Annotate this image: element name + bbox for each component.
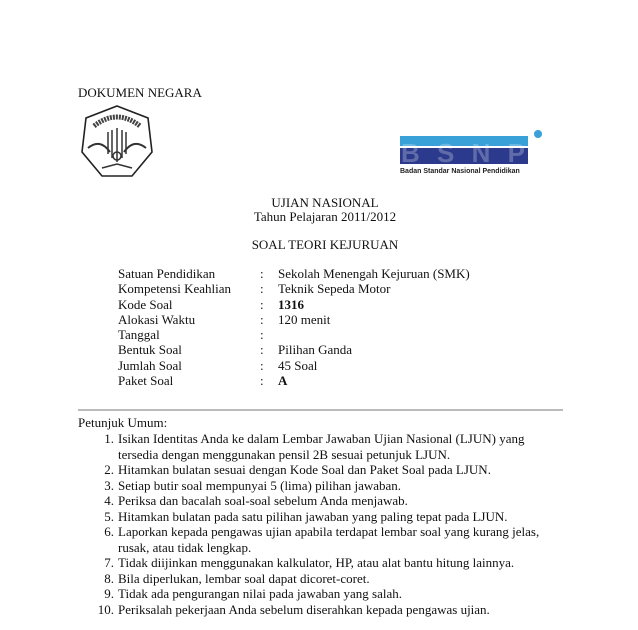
- info-value: 45 Soal: [278, 357, 318, 373]
- info-row: [118, 342, 470, 357]
- instruction-number: 8.: [104, 570, 114, 586]
- info-value: Teknik Sepeda Motor: [278, 281, 391, 297]
- document-header: DOKUMEN NEGARA: [78, 85, 202, 100]
- info-label: Jumlah Soal: [118, 357, 182, 373]
- info-label: Bentuk Soal: [118, 342, 182, 358]
- instruction-text: Laporkan kepada pengawas ujian apabila terdapat lembar soal yang kurang jelas, rusak, atau tidak lengkap.: [118, 524, 540, 555]
- info-row: [118, 327, 470, 342]
- info-value: Pilihan Ganda: [278, 342, 353, 358]
- info-row: [118, 373, 470, 388]
- exam-title: UJIAN NASIONAL: [271, 195, 379, 210]
- info-row: [118, 266, 470, 281]
- instruction-number: 1.: [104, 431, 114, 446]
- info-colon: :: [260, 266, 264, 281]
- info-row: [118, 281, 470, 296]
- instruction-number: 10.: [97, 601, 114, 617]
- instruction-text: Isikan Identitas Anda ke dalam Lembar Jawaban Ujian Nasional (LJUN) yang tersedia dengan menggunakan pensil 2B sesuai petunjuk LJUN.: [118, 431, 525, 462]
- instruction-text: Hitamkan bulatan pada satu pilihan jawaban yang paling tepat pada LJUN.: [118, 508, 508, 524]
- info-value: Sekolah Menengah Kejuruan (SMK): [278, 266, 470, 281]
- info-colon: :: [260, 327, 264, 343]
- info-row: [118, 297, 470, 312]
- info-row: [118, 312, 470, 327]
- instruction-text: Periksalah pekerjaan Anda sebelum diserahkan kepada pengawas ujian.: [118, 601, 490, 617]
- instruction-text: Tidak diijinkan menggunakan kalkulator, HP, atau alat bantu hitung lainnya.: [118, 555, 515, 570]
- info-value: 1316: [278, 296, 304, 312]
- svg-text:Badan Standar Nasional Pendidi: Badan Standar Nasional Pendidikan: [400, 168, 520, 175]
- instruction-number: 4.: [104, 493, 114, 508]
- instruction-text: Setiap butir soal mempunyai 5 (lima) pilihan jawaban.: [118, 477, 402, 493]
- info-colon: :: [260, 296, 264, 312]
- instruction-item: [88, 431, 558, 462]
- info-label: Satuan Pendidikan: [118, 266, 216, 281]
- instruction-item: [88, 555, 558, 571]
- info-label: Kompetensi Keahlian: [118, 281, 231, 297]
- info-colon: :: [260, 357, 264, 373]
- info-colon: :: [260, 311, 264, 327]
- instruction-number: 6.: [104, 524, 114, 539]
- instruction-item: [88, 509, 558, 525]
- instruction-item: [88, 602, 558, 618]
- instructions-heading: Petunjuk Umum:: [78, 415, 168, 430]
- exam-subject: SOAL TEORI KEJURUAN: [251, 237, 399, 252]
- instruction-item: [88, 586, 558, 602]
- instruction-item: [88, 493, 558, 509]
- info-label: Kode Soal: [118, 296, 173, 312]
- tut-wuri-handayani-logo: [80, 104, 154, 180]
- divider: [78, 409, 563, 411]
- instruction-text: Bila diperlukan, lembar soal dapat dicoret-coret.: [118, 570, 370, 586]
- info-value: A: [278, 373, 288, 389]
- info-row: [118, 358, 470, 373]
- instruction-number: 9.: [104, 586, 114, 601]
- info-colon: :: [260, 281, 264, 297]
- instruction-number: 3.: [104, 477, 114, 493]
- exam-info-table: [118, 266, 470, 388]
- instruction-number: 5.: [104, 508, 114, 524]
- instruction-number: 2.: [104, 462, 114, 477]
- instruction-number: 7.: [104, 555, 114, 570]
- info-label: Alokasi Waktu: [118, 311, 196, 327]
- info-colon: :: [260, 342, 264, 358]
- academic-year: Tahun Pelajaran 2011/2012: [253, 209, 397, 224]
- info-value: [278, 327, 470, 342]
- instruction-item: [88, 478, 558, 494]
- instruction-text: Hitamkan bulatan sesuai dengan Kode Soal dan Paket Soal pada LJUN.: [118, 462, 491, 477]
- info-colon: :: [260, 373, 264, 389]
- svg-text:BSNP: BSNP: [401, 138, 525, 168]
- bsnp-logo: [398, 128, 546, 176]
- instruction-item: [88, 462, 558, 478]
- info-value: 120 menit: [278, 311, 331, 327]
- instructions-list: [88, 431, 558, 617]
- instruction-text: Periksa dan bacalah soal-soal sebelum Anda menjawab.: [118, 493, 408, 508]
- instruction-item: [88, 524, 558, 555]
- instruction-item: [88, 571, 558, 587]
- info-label: Tanggal: [118, 327, 160, 343]
- info-label: Paket Soal: [118, 373, 174, 389]
- instruction-text: Tidak ada pengurangan nilai pada jawaban yang salah.: [118, 586, 402, 601]
